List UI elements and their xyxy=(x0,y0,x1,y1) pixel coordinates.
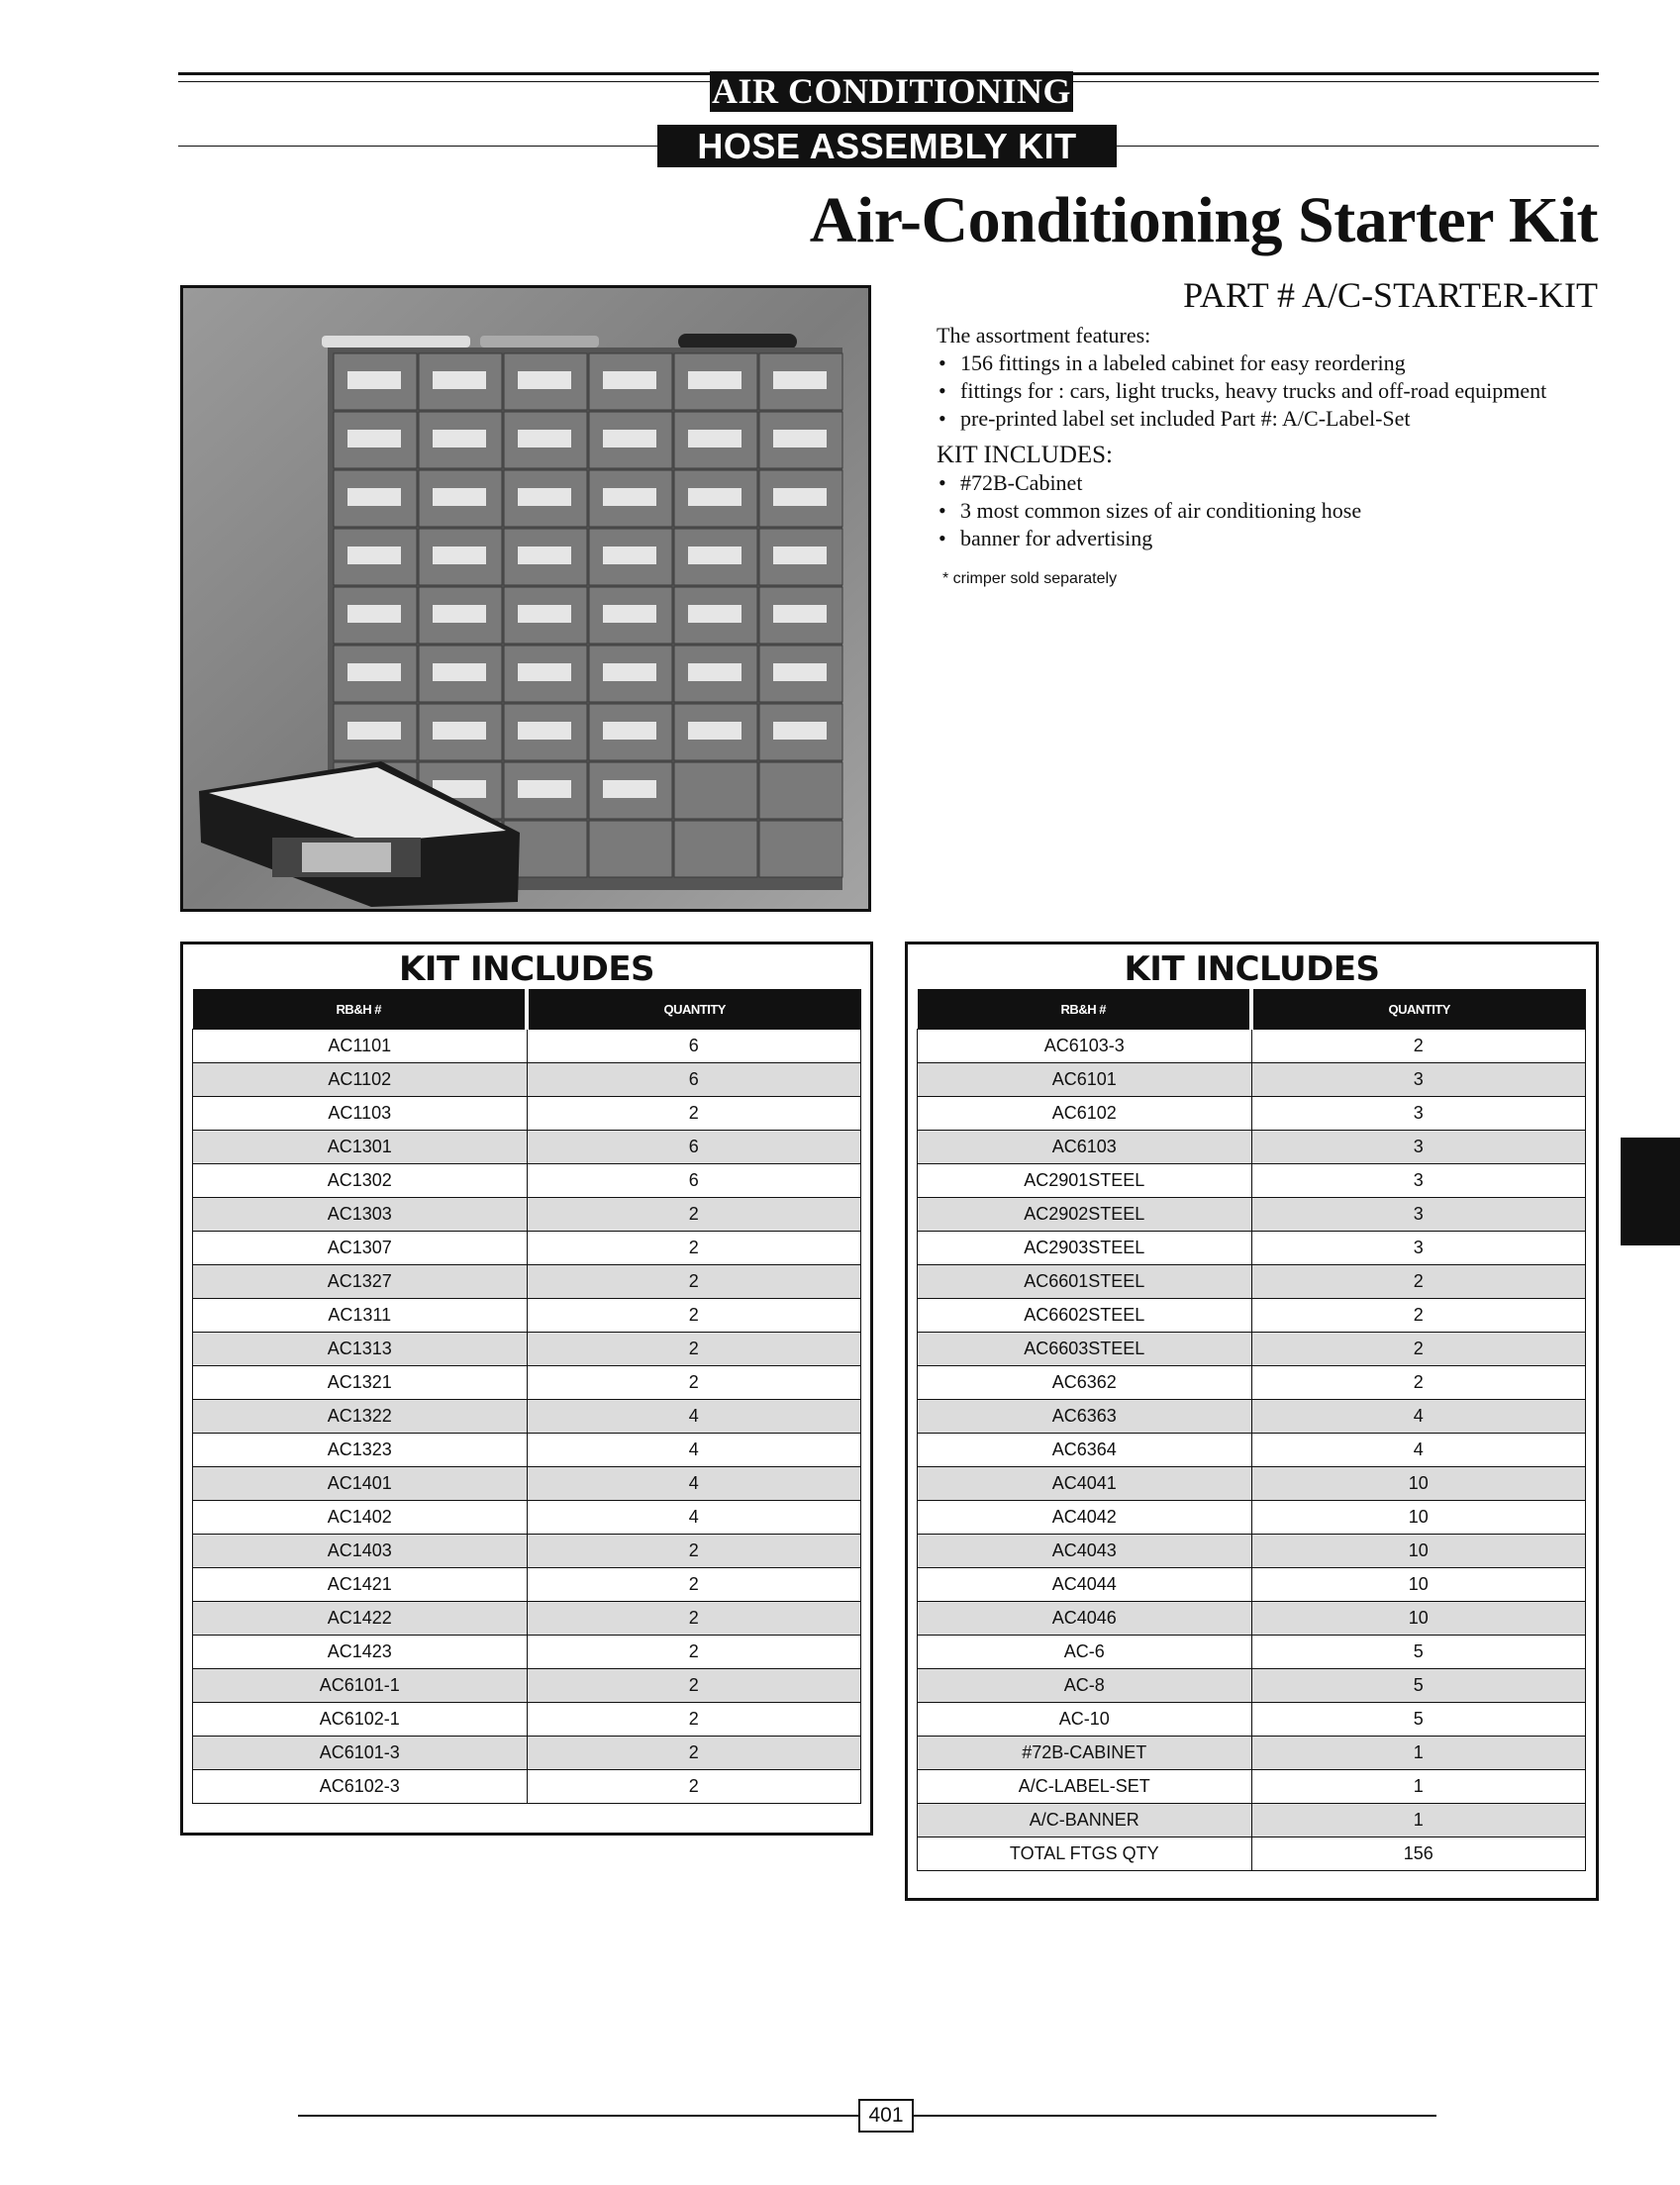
cabinet-drawer xyxy=(589,821,672,877)
table-row xyxy=(918,1602,1586,1636)
part-number-cell: AC6102 xyxy=(918,1097,1252,1131)
table-row xyxy=(918,1030,1586,1063)
table-row xyxy=(193,1333,861,1366)
table-row xyxy=(193,1131,861,1164)
part-number: PART # A/C-STARTER-KIT xyxy=(1183,275,1598,315)
table-row xyxy=(918,1131,1586,1164)
quantity-cell: 6 xyxy=(527,1063,861,1097)
part-number-cell: #72B-CABINET xyxy=(918,1737,1252,1770)
table-row xyxy=(918,1669,1586,1703)
table-row xyxy=(918,1770,1586,1804)
part-number-cell: TOTAL FTGS QTY xyxy=(918,1837,1252,1871)
drawer-label xyxy=(347,371,401,389)
part-number-cell: AC4046 xyxy=(918,1602,1252,1636)
quantity-cell: 5 xyxy=(1251,1636,1586,1669)
part-number-cell: AC1421 xyxy=(193,1568,528,1602)
crimper-note: * crimper sold separately xyxy=(942,570,1118,587)
table-row xyxy=(918,1366,1586,1400)
part-number-cell: AC2903STEEL xyxy=(918,1232,1252,1265)
part-number-cell: AC1303 xyxy=(193,1198,528,1232)
drawer-label xyxy=(773,371,827,389)
drawer-label xyxy=(433,663,486,681)
part-number-cell: AC6603STEEL xyxy=(918,1333,1252,1366)
quantity-cell: 10 xyxy=(1251,1467,1586,1501)
quantity-cell: 156 xyxy=(1251,1837,1586,1871)
kit-includes-heading: KIT INCLUDES: xyxy=(937,442,1114,468)
quantity-cell: 6 xyxy=(527,1030,861,1063)
quantity-cell: 6 xyxy=(527,1131,861,1164)
quantity-cell: 2 xyxy=(1251,1333,1586,1366)
table-row xyxy=(918,1198,1586,1232)
table-row xyxy=(193,1232,861,1265)
table-row xyxy=(918,1063,1586,1097)
quantity-cell: 2 xyxy=(527,1535,861,1568)
table-row xyxy=(193,1164,861,1198)
drawer-label xyxy=(603,663,656,681)
part-number-cell: AC1321 xyxy=(193,1366,528,1400)
table-row xyxy=(193,1063,861,1097)
drawer-label xyxy=(347,488,401,506)
table-row xyxy=(918,1568,1586,1602)
table-row xyxy=(193,1400,861,1434)
quantity-cell: 1 xyxy=(1251,1804,1586,1837)
drawer-label xyxy=(433,722,486,740)
subcategory-label: HOSE ASSEMBLY KIT xyxy=(657,125,1117,167)
drawer-label xyxy=(773,605,827,623)
drawer-label xyxy=(773,430,827,447)
table-row xyxy=(918,1164,1586,1198)
table-row xyxy=(193,1535,861,1568)
quantity-cell: 3 xyxy=(1251,1131,1586,1164)
quantity-cell: 10 xyxy=(1251,1602,1586,1636)
category-label: AIR CONDITIONING xyxy=(711,71,1072,111)
part-number-cell: A/C-BANNER xyxy=(918,1804,1252,1837)
part-number-cell: AC1313 xyxy=(193,1333,528,1366)
quantity-cell: 2 xyxy=(527,1770,861,1804)
quantity-cell: 2 xyxy=(527,1265,861,1299)
part-number-cell: AC6101-1 xyxy=(193,1669,528,1703)
drawer-label xyxy=(603,780,656,798)
table-row xyxy=(193,1366,861,1400)
part-number-cell: AC6602STEEL xyxy=(918,1299,1252,1333)
drawer-label xyxy=(518,722,571,740)
part-number-cell: AC6101-3 xyxy=(193,1737,528,1770)
table-row xyxy=(193,1198,861,1232)
drawer-label xyxy=(603,371,656,389)
include-item: • 3 most common sizes of air conditioning hose xyxy=(937,497,1361,525)
drawer-label xyxy=(347,546,401,564)
table-row xyxy=(193,1568,861,1602)
drawer-label xyxy=(688,430,741,447)
part-number-cell: AC6362 xyxy=(918,1366,1252,1400)
drawer-label xyxy=(773,488,827,506)
part-number-cell: AC4042 xyxy=(918,1501,1252,1535)
kit-includes-table-left xyxy=(180,942,873,1836)
part-number-cell: AC1102 xyxy=(193,1063,528,1097)
quantity-cell: 2 xyxy=(527,1602,861,1636)
drawer-label xyxy=(347,663,401,681)
part-number-cell: AC2901STEEL xyxy=(918,1164,1252,1198)
drawer-label xyxy=(603,605,656,623)
quantity-cell: 5 xyxy=(1251,1669,1586,1703)
drawer-label xyxy=(688,546,741,564)
table-row xyxy=(918,1467,1586,1501)
drawer-label xyxy=(688,663,741,681)
part-number-cell: AC6102-3 xyxy=(193,1770,528,1804)
quantity-cell: 4 xyxy=(527,1501,861,1535)
drawer-label xyxy=(433,430,486,447)
column-header-quantity: QUANTITY xyxy=(1251,989,1586,1030)
feature-item: • fittings for : cars, light trucks, heavy trucks and off-road equipment xyxy=(937,377,1546,405)
table-row xyxy=(918,1265,1586,1299)
quantity-cell: 2 xyxy=(527,1703,861,1737)
part-number-cell: AC1403 xyxy=(193,1535,528,1568)
table-row xyxy=(918,1333,1586,1366)
quantity-cell: 2 xyxy=(527,1669,861,1703)
table-row xyxy=(193,1097,861,1131)
drawer-label xyxy=(433,371,486,389)
quantity-cell: 10 xyxy=(1251,1501,1586,1535)
drawer-label xyxy=(433,546,486,564)
drawer-label xyxy=(347,430,401,447)
drawer-label xyxy=(347,605,401,623)
drawer-label xyxy=(688,488,741,506)
cabinet-drawer xyxy=(759,821,842,877)
part-number-cell: AC1101 xyxy=(193,1030,528,1063)
drawer-label xyxy=(773,546,827,564)
quantity-cell: 2 xyxy=(527,1299,861,1333)
part-number-cell: AC6363 xyxy=(918,1400,1252,1434)
drawer-label xyxy=(773,722,827,740)
part-number-cell: AC1422 xyxy=(193,1602,528,1636)
part-number-cell: AC1322 xyxy=(193,1400,528,1434)
feature-item: • 156 fittings in a labeled cabinet for easy reordering xyxy=(937,349,1546,377)
drawer-label xyxy=(433,488,486,506)
quantity-cell: 2 xyxy=(527,1636,861,1669)
section-tab-marker xyxy=(1621,1138,1680,1245)
table-row xyxy=(193,1030,861,1063)
table-row xyxy=(918,1703,1586,1737)
part-number-cell: AC6364 xyxy=(918,1434,1252,1467)
part-number-cell: A/C-LABEL-SET xyxy=(918,1770,1252,1804)
product-photo xyxy=(180,285,871,912)
quantity-cell: 4 xyxy=(527,1434,861,1467)
quantity-cell: 3 xyxy=(1251,1198,1586,1232)
cabinet-drawer xyxy=(759,762,842,819)
kit-includes-list xyxy=(937,469,1361,552)
part-number-cell: AC1401 xyxy=(193,1467,528,1501)
quantity-cell: 2 xyxy=(1251,1265,1586,1299)
part-number-cell: AC6601STEEL xyxy=(918,1265,1252,1299)
table-row xyxy=(193,1467,861,1501)
page-number: 401 xyxy=(858,2099,914,2133)
table-row xyxy=(918,1400,1586,1434)
table-row xyxy=(918,1636,1586,1669)
drawer-label xyxy=(688,371,741,389)
drawer-label xyxy=(603,488,656,506)
quantity-cell: 3 xyxy=(1251,1097,1586,1131)
quantity-cell: 2 xyxy=(527,1737,861,1770)
part-number-cell: AC6102-1 xyxy=(193,1703,528,1737)
table-row xyxy=(918,1501,1586,1535)
drawer-label xyxy=(603,546,656,564)
part-number-cell: AC6103 xyxy=(918,1131,1252,1164)
cabinet-drawer xyxy=(674,762,757,819)
part-number-cell: AC6103-3 xyxy=(918,1030,1252,1063)
quantity-cell: 3 xyxy=(1251,1164,1586,1198)
part-number-cell: AC6101 xyxy=(918,1063,1252,1097)
quantity-cell: 2 xyxy=(527,1568,861,1602)
part-number-cell: AC1323 xyxy=(193,1434,528,1467)
cabinet-and-crimper-illustration xyxy=(183,288,868,909)
drawer-label xyxy=(773,663,827,681)
drawer-label xyxy=(518,546,571,564)
part-number-cell: AC-10 xyxy=(918,1703,1252,1737)
quantity-cell: 4 xyxy=(1251,1434,1586,1467)
table-row xyxy=(918,1299,1586,1333)
column-header-quantity: QUANTITY xyxy=(527,989,861,1030)
drawer-label xyxy=(688,605,741,623)
table-row xyxy=(193,1770,861,1804)
cabinet-drawer xyxy=(674,821,757,877)
quantity-cell: 2 xyxy=(527,1232,861,1265)
table-row xyxy=(918,1837,1586,1871)
quantity-cell: 4 xyxy=(527,1400,861,1434)
table-row xyxy=(193,1669,861,1703)
footer-rule-right xyxy=(914,2115,1436,2117)
quantity-cell: 1 xyxy=(1251,1770,1586,1804)
part-number-cell: AC1302 xyxy=(193,1164,528,1198)
table-title: KIT INCLUDES xyxy=(1124,949,1380,989)
table-row xyxy=(918,1535,1586,1568)
table-row xyxy=(918,1097,1586,1131)
table-row xyxy=(193,1434,861,1467)
parts-table xyxy=(917,989,1586,1871)
quantity-cell: 1 xyxy=(1251,1737,1586,1770)
part-number-cell: AC1103 xyxy=(193,1097,528,1131)
feature-item: • pre-printed label set included Part #: A/C-Label-Set xyxy=(937,405,1546,433)
part-number-cell: AC4041 xyxy=(918,1467,1252,1501)
column-header-part: RB&H # xyxy=(193,989,528,1030)
quantity-cell: 6 xyxy=(527,1164,861,1198)
drawer-label xyxy=(518,371,571,389)
drawer-label xyxy=(518,663,571,681)
table-row xyxy=(918,1737,1586,1770)
include-item: • banner for advertising xyxy=(937,525,1361,552)
quantity-cell: 2 xyxy=(1251,1030,1586,1063)
drawer-label xyxy=(518,780,571,798)
features-intro: The assortment features: xyxy=(937,323,1151,348)
part-number-cell: AC1423 xyxy=(193,1636,528,1669)
table-row xyxy=(193,1737,861,1770)
parts-table xyxy=(192,989,861,1804)
table-row xyxy=(918,1804,1586,1837)
drawer-label xyxy=(518,488,571,506)
footer-rule-left xyxy=(298,2115,858,2117)
quantity-cell: 2 xyxy=(1251,1366,1586,1400)
part-number-cell: AC1311 xyxy=(193,1299,528,1333)
part-number-cell: AC1307 xyxy=(193,1232,528,1265)
part-number-cell: AC1327 xyxy=(193,1265,528,1299)
quantity-cell: 4 xyxy=(1251,1400,1586,1434)
quantity-cell: 2 xyxy=(527,1198,861,1232)
drawer-label xyxy=(518,430,571,447)
quantity-cell: 5 xyxy=(1251,1703,1586,1737)
drawer-label xyxy=(688,722,741,740)
quantity-cell: 2 xyxy=(527,1097,861,1131)
table-row xyxy=(193,1501,861,1535)
drawer-label xyxy=(518,605,571,623)
table-title: KIT INCLUDES xyxy=(398,949,655,989)
quantity-cell: 10 xyxy=(1251,1568,1586,1602)
table-row xyxy=(193,1602,861,1636)
part-number-cell: AC1402 xyxy=(193,1501,528,1535)
part-number-cell: AC4044 xyxy=(918,1568,1252,1602)
quantity-cell: 2 xyxy=(1251,1299,1586,1333)
part-number-cell: AC2902STEEL xyxy=(918,1198,1252,1232)
part-number-cell: AC-8 xyxy=(918,1669,1252,1703)
quantity-cell: 3 xyxy=(1251,1232,1586,1265)
table-row xyxy=(193,1636,861,1669)
table-row xyxy=(918,1232,1586,1265)
features-list xyxy=(937,349,1546,433)
part-number-cell: AC4043 xyxy=(918,1535,1252,1568)
drawer-label xyxy=(603,430,656,447)
kit-includes-table-right xyxy=(905,942,1599,1901)
drawer-label xyxy=(433,605,486,623)
part-number-cell: AC-6 xyxy=(918,1636,1252,1669)
table-row xyxy=(918,1434,1586,1467)
part-number-cell: AC1301 xyxy=(193,1131,528,1164)
quantity-cell: 2 xyxy=(527,1333,861,1366)
table-row xyxy=(193,1265,861,1299)
quantity-cell: 3 xyxy=(1251,1063,1586,1097)
page-title: Air-Conditioning Starter Kit xyxy=(809,184,1598,256)
quantity-cell: 10 xyxy=(1251,1535,1586,1568)
quantity-cell: 4 xyxy=(527,1467,861,1501)
column-header-part: RB&H # xyxy=(918,989,1252,1030)
table-row xyxy=(193,1703,861,1737)
include-item: • #72B-Cabinet xyxy=(937,469,1361,497)
table-row xyxy=(193,1299,861,1333)
drawer-label xyxy=(347,722,401,740)
drawer-label xyxy=(603,722,656,740)
quantity-cell: 2 xyxy=(527,1366,861,1400)
